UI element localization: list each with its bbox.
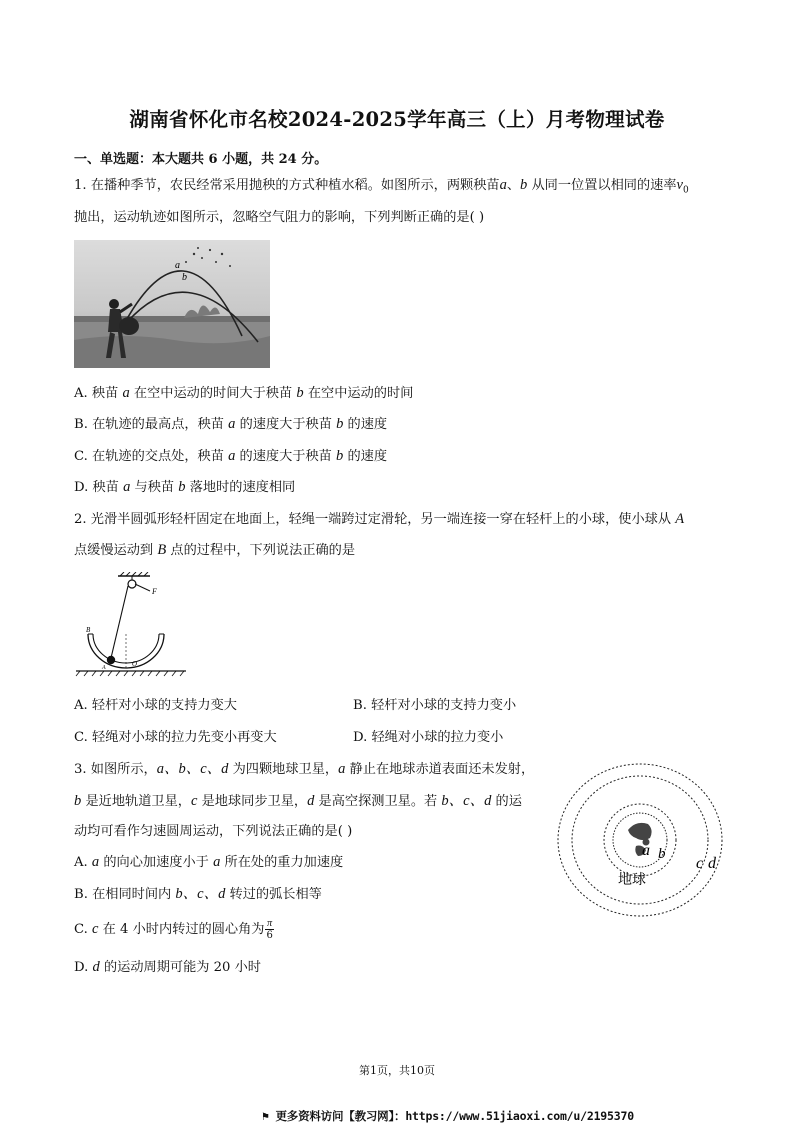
force-f-label: F [152,587,157,596]
flag-icon: ⚑ [262,1109,269,1123]
q1-stem-line2: 抛出，运动轨迹如图所示，忽略空气阻力的影响，下列判断正确的是( ) [74,210,485,225]
q3-option-c: C. c 在 4 小时内转过的圆心角为 $\frac{\pi}{6}$ [74,918,273,941]
q3-figure-orbits [552,760,724,920]
satellite-c-label: c [696,855,704,872]
q3-stem-line3: 动均可看作匀速圆周运动，下列说法正确的是( ) [74,824,353,839]
q3-option-b: B. 在相同时间内 b、c、d 转过的弧长相等 [74,886,322,902]
fraction-pi-over-6: $\frac{\pi}{6}$ [266,918,273,941]
q2-option-c: C. 轻绳对小球的拉力先变小再变大 [74,730,277,745]
q1-option-d: D. 秧苗 a 与秧苗 b 落地时的速度相同 [74,479,296,495]
q3-stem-line2: b 是近地轨道卫星，c 是地球同步卫星，d 是高空探测卫星。若 b、c、d 的运 [74,793,522,809]
q1-figure-photo [74,240,270,368]
q1-stem-line1: 1. 在播种季节，农民经常采用抛秧的方式种植水稻。如图所示，两颗秧苗a、b 从同一位置以相同的速率$v_0$ [74,177,689,196]
q3-option-a: A. a 的向心加速度小于 a 所在处的重力加速度 [74,854,344,870]
q2-figure-pulley [74,572,188,680]
earth-label: 地球 [618,872,646,888]
point-o-label: O [132,660,138,668]
q3-stem-line1: 3. 如图所示，a、b、c、d 为四颗地球卫星，a 静止在地球赤道表面还未发射， [74,761,535,777]
q2-stem-line2: 点缓慢运动到 B 点的过程中，下列说法正确的是 [74,542,356,558]
q2-option-a: A. 轻杆对小球的支持力变大 [74,698,237,713]
satellite-a-label: a [642,842,650,859]
trajectory-b-label: b [182,272,187,283]
q1-option-b: B. 在轨迹的最高点，秧苗 a 的速度大于秧苗 b 的速度 [74,416,388,432]
section-heading: 一、单选题：本大题共 6 小题，共 24 分。 [74,152,328,167]
satellite-b-label: b [658,846,666,862]
page-title: 湖南省怀化市名校2024-2025学年高三（上）月考物理试卷 [129,108,665,131]
point-b-label: B [86,626,91,634]
trajectory-a-label: a [175,260,180,271]
q3-option-d: D. d 的运动周期可能为 20 小时 [74,959,261,975]
q1-option-c: C. 在轨迹的交点处，秧苗 a 的速度大于秧苗 b 的速度 [74,448,388,464]
resource-link[interactable]: ⚑ 更多资料访问【教习网】：https://www.51jiaoxi.com/u/2195370 [262,1109,634,1123]
q1-option-a: A. 秧苗 a 在空中运动的时间大于秧苗 b 在空中运动的时间 [74,385,414,401]
q2-option-b: B. 轻杆对小球的支持力变小 [353,698,517,713]
page-number: 第1页，共10页 [359,1064,435,1077]
q2-option-d: D. 轻绳对小球的拉力变小 [353,730,504,745]
point-a-label: A [102,665,106,671]
satellite-d-label: d [708,855,716,872]
q2-stem-line1: 2. 光滑半圆弧形轻杆固定在地面上，轻绳一端跨过定滑轮，另一端连接一穿在轻杆上的小球，使小球从 A [74,511,685,527]
